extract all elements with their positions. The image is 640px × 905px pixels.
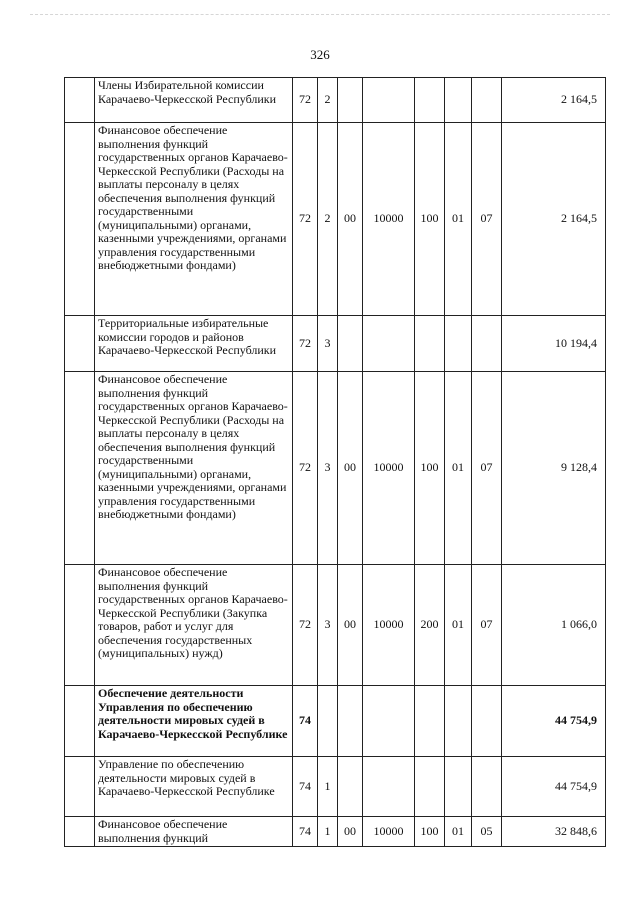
code-cell-4: 10000 bbox=[363, 565, 415, 686]
amount-cell: 32 848,6 bbox=[502, 817, 606, 847]
row-name-cell: Территориальные избирательные комиссии городов и районов Карачаево-Черкесской Республики bbox=[95, 316, 293, 372]
amount-cell: 9 128,4 bbox=[502, 372, 606, 565]
code-cell-7: 07 bbox=[472, 123, 502, 316]
code-cell-1: 74 bbox=[293, 686, 318, 757]
code-cell-5: 100 bbox=[415, 372, 445, 565]
code-cell-7: 07 bbox=[472, 565, 502, 686]
row-name-cell: Финансовое обеспечение выполнения функций государственных органов Карачаево-Черкесской Республики (Закупка товаров, работ и услуг для обеспечения государственных (муниципальных) нужд) bbox=[95, 565, 293, 686]
code-cell-1: 74 bbox=[293, 757, 318, 817]
code-cell-1: 72 bbox=[293, 565, 318, 686]
code-cell-5 bbox=[415, 757, 445, 817]
code-cell-7: 05 bbox=[472, 817, 502, 847]
row-number-cell bbox=[65, 316, 95, 372]
code-cell-1: 74 bbox=[293, 817, 318, 847]
code-cell-7: 07 bbox=[472, 372, 502, 565]
row-number-cell bbox=[65, 686, 95, 757]
code-cell-3 bbox=[338, 686, 363, 757]
code-cell-5 bbox=[415, 78, 445, 123]
code-cell-1: 72 bbox=[293, 123, 318, 316]
code-cell-4 bbox=[363, 316, 415, 372]
table-row bbox=[65, 316, 606, 372]
amount-cell: 2 164,5 bbox=[502, 123, 606, 316]
row-number-cell bbox=[65, 372, 95, 565]
table-row bbox=[65, 757, 606, 817]
code-cell-3: 00 bbox=[338, 565, 363, 686]
code-cell-2: 3 bbox=[318, 372, 338, 565]
amount-cell: 10 194,4 bbox=[502, 316, 606, 372]
code-cell-4: 10000 bbox=[363, 372, 415, 565]
code-cell-4: 10000 bbox=[363, 817, 415, 847]
code-cell-2: 2 bbox=[318, 78, 338, 123]
amount-cell: 44 754,9 bbox=[502, 686, 606, 757]
code-cell-5 bbox=[415, 316, 445, 372]
scan-artifact-line bbox=[30, 14, 610, 15]
code-cell-6: 01 bbox=[445, 123, 472, 316]
code-cell-6 bbox=[445, 78, 472, 123]
table-row bbox=[65, 565, 606, 686]
code-cell-5: 100 bbox=[415, 123, 445, 316]
row-name-cell: Финансовое обеспечение выполнения функций bbox=[95, 817, 293, 847]
code-cell-4: 10000 bbox=[363, 123, 415, 316]
amount-cell: 1 066,0 bbox=[502, 565, 606, 686]
code-cell-3: 00 bbox=[338, 817, 363, 847]
row-number-cell bbox=[65, 565, 95, 686]
amount-cell: 44 754,9 bbox=[502, 757, 606, 817]
code-cell-4 bbox=[363, 78, 415, 123]
row-number-cell bbox=[65, 123, 95, 316]
page-number: 326 bbox=[310, 47, 330, 62]
code-cell-2: 3 bbox=[318, 316, 338, 372]
code-cell-3: 00 bbox=[338, 372, 363, 565]
code-cell-3 bbox=[338, 757, 363, 817]
table-row bbox=[65, 123, 606, 316]
code-cell-3 bbox=[338, 78, 363, 123]
code-cell-7 bbox=[472, 78, 502, 123]
code-cell-3 bbox=[338, 316, 363, 372]
code-cell-2: 1 bbox=[318, 757, 338, 817]
code-cell-2 bbox=[318, 686, 338, 757]
table-row bbox=[65, 686, 606, 757]
row-name-cell: Управление по обеспечению деятельности мировых судей в Карачаево-Черкесской Республике bbox=[95, 757, 293, 817]
code-cell-6 bbox=[445, 316, 472, 372]
code-cell-1: 72 bbox=[293, 372, 318, 565]
code-cell-2: 3 bbox=[318, 565, 338, 686]
code-cell-5: 100 bbox=[415, 817, 445, 847]
table-row bbox=[65, 817, 606, 847]
budget-table bbox=[64, 77, 606, 847]
row-number-cell bbox=[65, 78, 95, 123]
code-cell-1: 72 bbox=[293, 78, 318, 123]
row-name-cell: Обеспечение деятельности Управления по обеспечению деятельности мировых судей в Карачаево-Черкесской Республике bbox=[95, 686, 293, 757]
row-name-cell: Члены Избирательной комиссии Карачаево-Черкесской Республики bbox=[95, 78, 293, 123]
row-name-cell: Финансовое обеспечение выполнения функций государственных органов Карачаево-Черкесской Республики (Расходы на выплаты персоналу в целях обеспечения выполнения функций государственными (муниципальными) органами, казенными учреждениями, органами управления государственными внебюджетными фондами) bbox=[95, 372, 293, 565]
code-cell-7 bbox=[472, 686, 502, 757]
code-cell-1: 72 bbox=[293, 316, 318, 372]
code-cell-5: 200 bbox=[415, 565, 445, 686]
code-cell-3: 00 bbox=[338, 123, 363, 316]
code-cell-7 bbox=[472, 757, 502, 817]
table-row bbox=[65, 372, 606, 565]
row-number-cell bbox=[65, 817, 95, 847]
code-cell-6: 01 bbox=[445, 372, 472, 565]
code-cell-2: 1 bbox=[318, 817, 338, 847]
amount-cell: 2 164,5 bbox=[502, 78, 606, 123]
code-cell-5 bbox=[415, 686, 445, 757]
row-number-cell bbox=[65, 757, 95, 817]
code-cell-6: 01 bbox=[445, 565, 472, 686]
row-name-cell: Финансовое обеспечение выполнения функций государственных органов Карачаево-Черкесской Республики (Расходы на выплаты персоналу в целях обеспечения выполнения функций государственными (муниципальными) органами, казенными учреждениями, органами управления государственными внебюджетными фондами) bbox=[95, 123, 293, 316]
code-cell-7 bbox=[472, 316, 502, 372]
code-cell-6: 01 bbox=[445, 817, 472, 847]
code-cell-2: 2 bbox=[318, 123, 338, 316]
code-cell-6 bbox=[445, 686, 472, 757]
table-row bbox=[65, 78, 606, 123]
code-cell-6 bbox=[445, 757, 472, 817]
code-cell-4 bbox=[363, 757, 415, 817]
code-cell-4 bbox=[363, 686, 415, 757]
